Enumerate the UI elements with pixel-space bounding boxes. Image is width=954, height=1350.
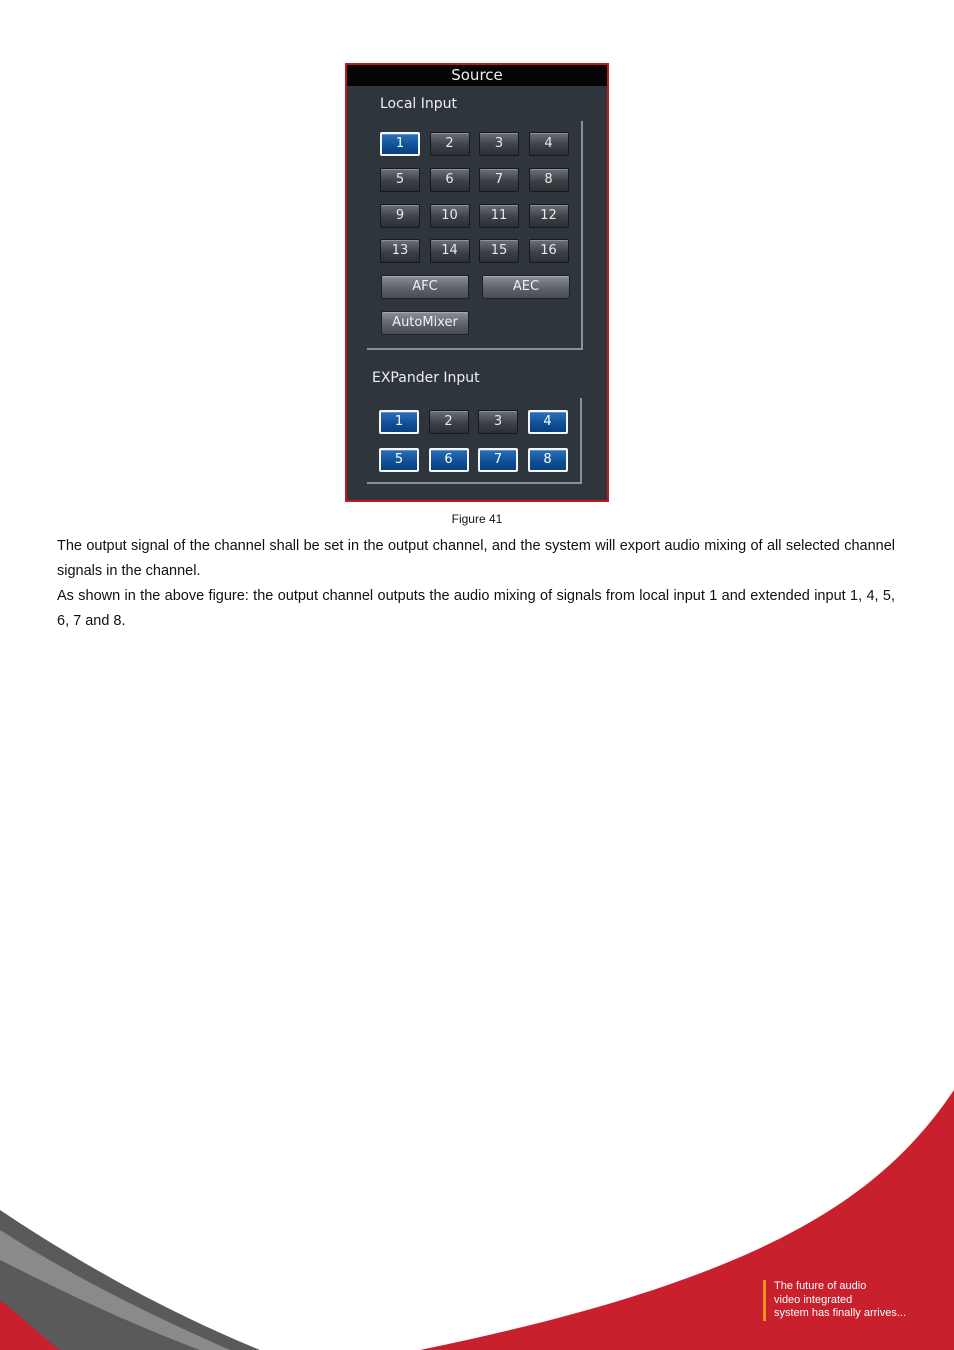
afc-button[interactable]: AFC bbox=[381, 275, 469, 299]
paragraph-2: As shown in the above figure: the output channel outputs the audio mixing of signals from local input 1 and extended input 1, 4, 5, 6, 7 and 8. bbox=[57, 588, 895, 629]
local-input-button-12[interactable]: 12 bbox=[529, 204, 569, 228]
footer-grey-swoosh bbox=[0, 1210, 260, 1350]
local-input-button-15[interactable]: 15 bbox=[479, 239, 519, 263]
local-input-button-5[interactable]: 5 bbox=[380, 168, 420, 192]
aec-button[interactable]: AEC bbox=[482, 275, 570, 299]
expander-input-button-1[interactable]: 1 bbox=[379, 410, 419, 434]
local-input-button-1[interactable]: 1 bbox=[380, 132, 420, 156]
tagline-line-3: system has finally arrives... bbox=[774, 1307, 907, 1319]
tagline-line-1: The future of audio bbox=[774, 1280, 867, 1292]
expander-input-button-7[interactable]: 7 bbox=[478, 448, 518, 472]
local-input-button-16[interactable]: 16 bbox=[529, 239, 569, 263]
local-input-button-4[interactable]: 4 bbox=[529, 132, 569, 156]
local-input-button-11[interactable]: 11 bbox=[479, 204, 519, 228]
expander-input-button-8[interactable]: 8 bbox=[528, 448, 568, 472]
automixer-button[interactable]: AutoMixer bbox=[381, 311, 469, 335]
source-panel bbox=[345, 63, 609, 502]
footer-tagline bbox=[763, 1280, 944, 1321]
local-input-button-10[interactable]: 10 bbox=[430, 204, 470, 228]
paragraph-1: The output signal of the channel shall be set in the output channel, and the system will export audio mixing of all selected channel signals in the channel. bbox=[57, 538, 895, 579]
local-input-button-7[interactable]: 7 bbox=[479, 168, 519, 192]
figure-caption: Figure 41 bbox=[451, 512, 503, 526]
local-input-button-8[interactable]: 8 bbox=[529, 168, 569, 192]
expander-input-button-2[interactable]: 2 bbox=[429, 410, 469, 434]
local-input-button-13[interactable]: 13 bbox=[380, 239, 420, 263]
expander-input-button-6[interactable]: 6 bbox=[429, 448, 469, 472]
local-input-button-14[interactable]: 14 bbox=[430, 239, 470, 263]
local-input-button-3[interactable]: 3 bbox=[479, 132, 519, 156]
local-input-button-6[interactable]: 6 bbox=[430, 168, 470, 192]
tagline-line-2: video integrated bbox=[774, 1293, 853, 1306]
local-input-button-9[interactable]: 9 bbox=[380, 204, 420, 228]
expander-input-button-3[interactable]: 3 bbox=[478, 410, 518, 434]
panel-title: Source bbox=[347, 65, 607, 86]
expander-input-button-4[interactable]: 4 bbox=[528, 410, 568, 434]
expander-input-label: EXPander Input bbox=[372, 370, 480, 386]
local-input-button-2[interactable]: 2 bbox=[430, 132, 470, 156]
expander-input-button-5[interactable]: 5 bbox=[379, 448, 419, 472]
local-input-label: Local Input bbox=[380, 96, 457, 112]
